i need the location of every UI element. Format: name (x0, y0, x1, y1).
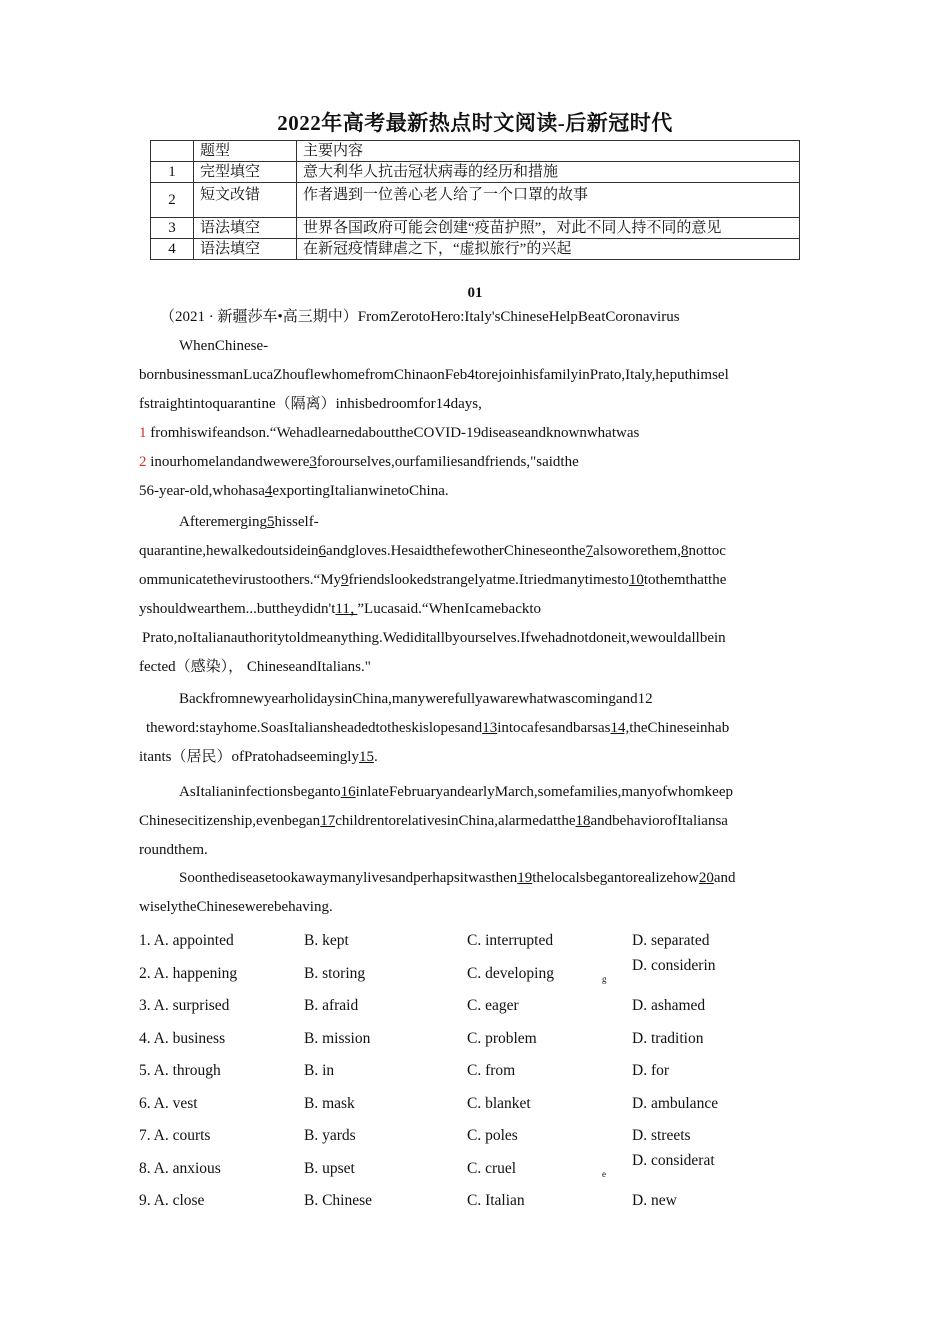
option-c: C. problem (467, 1029, 537, 1047)
blank-number: 15 (358, 749, 374, 765)
blank-number: 3 (309, 454, 317, 470)
table-row (151, 239, 800, 260)
table-header-cell: 主要内容 (297, 141, 800, 162)
text-segment: tothemthatthe (643, 572, 727, 588)
text-line: WhenChinese- (179, 338, 269, 354)
document-title: 2022年高考最新热点时文阅读-后新冠时代 (277, 111, 673, 135)
passage-paragraph-4 (139, 778, 814, 865)
text-segment: thelocalsbegantorealizehow (532, 870, 699, 886)
text-segment: friendslookedstrangelyatme.Itriedmanytimesto (348, 572, 629, 588)
text-segment: ”Lucasaid.“WhenIcamebackto (357, 601, 542, 617)
text-segment: and (713, 870, 736, 886)
text-segment: alsoworethem, (593, 543, 681, 559)
table-cell-type: 语法填空 (194, 239, 297, 260)
option-a: 7. A. courts (139, 1127, 211, 1144)
text-segment: intocafesandbarsas (497, 720, 611, 736)
summary-table (150, 140, 800, 260)
option-d: D. new (632, 1192, 677, 1209)
option-d: D. for (632, 1062, 670, 1079)
option-b: B. mask (304, 1094, 355, 1112)
text-line: wiselytheChinesewerebehaving. (139, 899, 333, 915)
blank-number: 8 (680, 543, 689, 559)
text-segment: Afteremerging (179, 514, 268, 530)
text-segment: quarantine,hewalkedoutsidein (139, 543, 319, 559)
option-row (139, 1151, 819, 1189)
option-b: B. Chinese (304, 1192, 373, 1209)
text-line (139, 477, 814, 506)
blank-number: 9 (341, 572, 349, 588)
table-cell-content: 作者遇到一位善心老人给了一个口罩的故事 (297, 183, 800, 218)
table-row (151, 162, 800, 183)
option-row (139, 956, 819, 994)
option-a: 3. A. surprised (139, 997, 230, 1014)
option-b: B. mission (304, 1029, 371, 1047)
option-a: 9. A. close (139, 1192, 205, 1209)
option-d: D. streets (632, 1127, 691, 1144)
text-segment: theChineseinhab (629, 720, 730, 736)
section-number: 01 (467, 285, 483, 301)
option-b: B. storing (304, 964, 366, 982)
text-line (139, 807, 814, 836)
text-segment: inlateFebruaryandearlyMarch,somefamilies,manyofwhomkeep (355, 784, 733, 800)
option-d: D. separated (632, 932, 710, 949)
option-d: D. tradition (632, 1029, 704, 1047)
option-a: 6. A. vest (139, 1094, 198, 1112)
blank-number: 16 (340, 784, 356, 800)
table-cell-content: 意大利华人抗击冠状病毒的经历和措施 (297, 162, 800, 183)
text-line: roundthem. (139, 842, 208, 858)
passage-paragraph-2 (139, 508, 814, 682)
option-c: C. eager (467, 997, 519, 1014)
option-c: C. cruel (467, 1159, 517, 1177)
text-segment: andgloves.HesaidthefewotherChineseonthe (326, 543, 586, 559)
option-row (139, 1058, 819, 1091)
text-line (139, 566, 814, 595)
table-cell-type: 完型填空 (194, 162, 297, 183)
option-b: B. yards (304, 1127, 356, 1144)
option-c: C. from (467, 1062, 516, 1079)
option-c: C. Italian (467, 1192, 525, 1209)
option-row (139, 928, 819, 961)
text-line (139, 537, 814, 566)
text-segment: hisself- (274, 514, 319, 530)
table-cell-type: 短文改错 (194, 183, 297, 218)
blank-number: 20 (698, 870, 714, 886)
text-line (139, 714, 814, 743)
option-d: D. ambulance (632, 1094, 719, 1112)
text-line (139, 864, 814, 893)
option-c: C. poles (467, 1127, 518, 1144)
option-text: D. considerin (632, 956, 716, 974)
table-header-cell (151, 141, 194, 162)
option-a: 8. A. anxious (139, 1159, 221, 1177)
option-row (139, 1026, 819, 1059)
text-segment: ommunicatethevirustoothers.“My (139, 572, 342, 588)
text-segment: forourselves,ourfamiliesandfriends,"saidthe (316, 454, 579, 470)
text-line: fstraightintoquarantine（隔离）inhisbedroomfor14days, (139, 396, 482, 412)
text-segment: theword:stayhome.SoasItaliansheadedtotheskislopesand (146, 720, 483, 736)
option-b: B. in (304, 1062, 335, 1079)
table-cell-content: 在新冠疫情肆虐之下，“虚拟旅行”的兴起 (297, 239, 800, 260)
table-cell-type: 语法填空 (194, 218, 297, 239)
blank-number: 5 (267, 514, 275, 530)
text-line (139, 419, 814, 448)
passage-source: （2021 · 新疆莎车•高三期中）FromZerotoHero:Italy'sChineseHelpBeatCoronavirus (160, 309, 680, 325)
text-segment: AsItalianinfectionsbeganto (179, 784, 341, 800)
table-cell-num: 4 (151, 239, 194, 260)
blank-number: 6 (318, 543, 327, 559)
blank-number: 11， (335, 601, 358, 617)
text-line: Prato,noItalianauthoritytoldmeanything.Wediditallbyourselves.Ifwehadnotdoneit,wewouldallbein (142, 630, 726, 646)
table-cell-content: 世界各国政府可能会创建“疫苗护照”，对此不同人持不同的意见 (297, 218, 800, 239)
table-row (151, 218, 800, 239)
text-line (139, 778, 814, 807)
option-text-wrap: e (602, 1168, 606, 1179)
answer-options (139, 928, 819, 1221)
blank-number: 18 (575, 813, 591, 829)
option-c: C. blanket (467, 1094, 531, 1112)
table-header-cell: 题型 (194, 141, 297, 162)
passage-paragraph-3 (139, 685, 814, 772)
option-row (139, 1123, 819, 1156)
text-segment: yshouldwearthem...buttheydidn't (139, 601, 336, 617)
blank-number: 7 (585, 543, 594, 559)
text-line: BackfromnewyearholidaysinChina,manywerefullyawarewhatwascomingand12 (179, 691, 653, 707)
option-c: C. interrupted (467, 932, 554, 949)
text-line: fected（感染）， ChineseandItalians." (139, 659, 371, 675)
blank-number: 19 (517, 870, 533, 886)
option-b: B. kept (304, 932, 349, 949)
option-text: D. considerat (632, 1151, 715, 1169)
option-a: 1. A. appointed (139, 932, 234, 949)
option-b: B. afraid (304, 997, 359, 1014)
text-segment: childrentorelativesinChina,alarmedatthe (335, 813, 576, 829)
table-header-row (151, 141, 800, 162)
text-segment: 56-year-old,whohasa (139, 483, 265, 499)
option-text-wrap: g (602, 973, 607, 984)
text-line (139, 508, 814, 537)
text-segment: fromhiswifeandson.“WehadlearnedabouttheCOVID-19diseaseandknownwhatwas (146, 425, 640, 441)
text-segment: exportingItalianwinetoChina. (272, 483, 449, 499)
blank-number: 14, (610, 720, 630, 736)
option-row (139, 1091, 819, 1124)
text-line: bornbusinessmanLucaZhouflewhomefromChinaonFeb4torejoinhisfamilyinPrato,Italy,heputhimsel (139, 367, 729, 383)
table-cell-num: 2 (151, 183, 194, 218)
text-segment: inourhomelandandwewere (146, 454, 310, 470)
text-segment: Chinesecitizenship,evenbegan (139, 813, 321, 829)
text-line (139, 743, 814, 772)
text-segment: . (373, 749, 378, 765)
option-c: C. developing (467, 964, 554, 982)
text-line (139, 448, 814, 477)
option-a: 2. A. happening (139, 964, 238, 982)
blank-number: 10 (628, 572, 644, 588)
passage-paragraph-1 (139, 332, 814, 506)
blank-number: 17 (320, 813, 336, 829)
table-cell-num: 3 (151, 218, 194, 239)
blank-number: 13 (482, 720, 498, 736)
text-segment: nottoc (688, 543, 726, 559)
table-row (151, 183, 800, 218)
passage-paragraph-5 (139, 864, 814, 922)
blank-number: 4 (264, 483, 273, 499)
option-b: B. upset (304, 1159, 355, 1177)
blank-number: 1 (139, 425, 147, 441)
option-d: D. ashamed (632, 997, 706, 1014)
text-segment: itants（居民）ofPratohadseemingly (139, 749, 359, 765)
option-row (139, 1188, 819, 1221)
text-line (139, 595, 814, 624)
text-segment: andbehaviorofItaliansa (590, 813, 728, 829)
blank-number: 2 (139, 454, 147, 470)
text-segment: Soonthediseasetookawaymanylivesandperhapsitwasthen (179, 870, 518, 886)
option-row (139, 993, 819, 1026)
option-a: 4. A. business (139, 1029, 226, 1047)
option-d (602, 1151, 715, 1179)
option-d (602, 956, 716, 984)
table-cell-num: 1 (151, 162, 194, 183)
option-a: 5. A. through (139, 1062, 221, 1079)
